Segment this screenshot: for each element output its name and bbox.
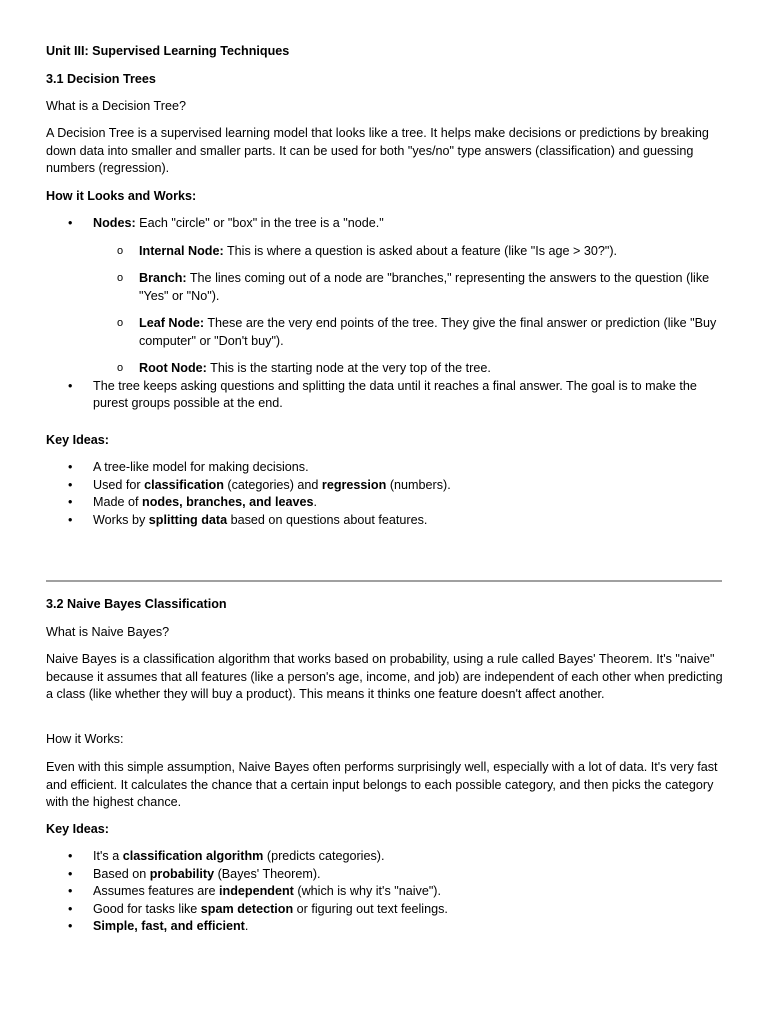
list-item: [46, 512, 718, 530]
sub-bullet-icon: o: [117, 244, 124, 257]
section-heading-naive-bayes: 3.2 Naive Bayes Classification: [46, 597, 227, 611]
key-idea-text: Based on: [93, 866, 150, 881]
internal-node-text: This is where a question is asked about a feature (like "Is age > 30?").: [223, 243, 618, 258]
tree-process-text: The tree keeps asking questions and splitting the data until it reaches a final answer. The goal is to make the purest groups possible at the end.: [93, 378, 697, 410]
list-item-nodes: [46, 215, 718, 378]
key-idea-bold: nodes, branches, and leaves: [142, 495, 314, 509]
nodes-text: Each "circle" or "box" in the tree is a "node.": [135, 216, 384, 230]
list-item: [46, 459, 718, 477]
list-item-branch: [93, 270, 718, 305]
bullet-icon: •: [68, 901, 73, 916]
list-item: [46, 848, 718, 866]
branch-text: The lines coming out of a node are "branches," representing the answers to the question (like "Yes" or "No").: [139, 271, 710, 303]
bullet-icon: •: [68, 216, 73, 230]
key-idea-text: Good for tasks like: [93, 901, 201, 916]
list-item: [46, 866, 718, 884]
leaf-node-label: Leaf Node:: [139, 316, 205, 330]
bullet-icon: •: [68, 495, 73, 509]
list-item-leaf-node: [93, 315, 718, 350]
paragraph-how-it-works: Even with this simple assumption, Naive Bayes often performs surprisingly well, especially with a lot of data. It's very fast and efficient. It calculates the chance that a certain input belongs to each possible category, and then picks the category with the highest chance.: [46, 760, 718, 809]
list-item-tree-process: [46, 378, 718, 413]
key-idea-bold: Simple, fast, and efficient: [93, 919, 245, 933]
key-idea-text: (Bayes' Theorem).: [214, 866, 321, 881]
list-item-root-node: [93, 360, 718, 378]
key-ideas-list-1: [46, 459, 718, 529]
nodes-label: Nodes:: [93, 216, 136, 230]
bullet-icon: •: [68, 477, 73, 492]
key-idea-bold: regression: [321, 477, 387, 492]
bullet-icon: •: [68, 460, 73, 474]
key-idea-text: (predicts categories).: [263, 849, 385, 863]
internal-node-label: Internal Node:: [139, 243, 224, 258]
key-ideas-heading-1: Key Ideas:: [46, 433, 109, 447]
question-naive-bayes: What is Naive Bayes?: [46, 625, 170, 639]
how-it-looks-heading: How it Looks and Works:: [46, 189, 197, 203]
key-idea-text: .: [313, 495, 318, 509]
key-idea-text: (categories) and: [223, 477, 322, 492]
how-it-works-list: [46, 215, 718, 413]
key-idea-text: .: [244, 919, 249, 933]
list-item-internal-node: [93, 243, 718, 261]
list-item: [46, 883, 718, 901]
list-item: [46, 494, 718, 512]
branch-label: Branch:: [139, 271, 187, 285]
root-node-label: Root Node:: [139, 361, 207, 375]
paragraph-naive-bayes-intro: Naive Bayes is a classification algorithm that works based on probability, using a rule called Bayes' Theorem. It's "naive" because it assumes that all features (like a person's age, income, and job) are independent of each other when predicting a class (like whether they will buy a product). This means it thinks one feature doesn't affect another.: [46, 652, 723, 701]
key-idea-bold: probability: [149, 866, 215, 881]
key-idea-text: (numbers).: [386, 477, 451, 492]
question-decision-tree: What is a Decision Tree?: [46, 99, 186, 113]
key-idea-text: A tree-like model for making decisions.: [93, 460, 309, 474]
sub-bullet-icon: o: [117, 362, 124, 374]
key-idea-text: (which is why it's "naive").: [293, 884, 441, 898]
key-idea-text: based on questions about features.: [227, 512, 428, 527]
sub-bullet-icon: o: [117, 272, 124, 284]
unit-title: Unit III: Supervised Learning Techniques: [46, 44, 290, 58]
bullet-icon: •: [68, 866, 73, 881]
leaf-node-text: These are the very end points of the tree. They give the final answer or prediction (like "Buy computer" or "Don't buy").: [139, 316, 717, 348]
key-idea-text: or figuring out text feelings.: [293, 901, 448, 916]
section-heading-decision-trees: 3.1 Decision Trees: [46, 72, 156, 86]
key-idea-bold: classification: [144, 477, 224, 492]
bullet-icon: •: [68, 884, 73, 898]
bullet-icon: •: [68, 849, 73, 863]
list-item: [46, 477, 718, 495]
bullet-icon: •: [68, 512, 73, 527]
list-item: [46, 901, 718, 919]
section-divider: [46, 580, 722, 582]
key-idea-bold: classification algorithm: [122, 849, 264, 863]
how-it-works-heading: How it Works:: [46, 732, 124, 746]
node-types-list: [93, 243, 718, 378]
key-ideas-heading-2: Key Ideas:: [46, 822, 109, 836]
bullet-icon: •: [68, 378, 73, 393]
sub-bullet-icon: o: [117, 317, 124, 329]
root-node-text: This is the starting node at the very top of the tree.: [206, 361, 491, 375]
key-ideas-list-2: [46, 848, 718, 936]
key-idea-bold: spam detection: [200, 901, 294, 916]
key-idea-text: Assumes features are: [93, 884, 219, 898]
paragraph-decision-tree-intro: A Decision Tree is a supervised learning model that looks like a tree. It helps make decisions or predictions by breaking down data into smaller and smaller parts. It can be used for both "yes/no" type answers (classification) and guessing numbers (regression).: [46, 126, 709, 175]
key-idea-bold: independent: [219, 884, 294, 898]
key-idea-text: Used for: [93, 477, 145, 492]
key-idea-text: Made of: [93, 495, 143, 509]
key-idea-bold: splitting data: [148, 512, 228, 527]
key-idea-text: Works by: [93, 512, 149, 527]
key-idea-text: It's a: [93, 849, 123, 863]
list-item: [46, 918, 718, 936]
bullet-icon: •: [68, 919, 73, 933]
